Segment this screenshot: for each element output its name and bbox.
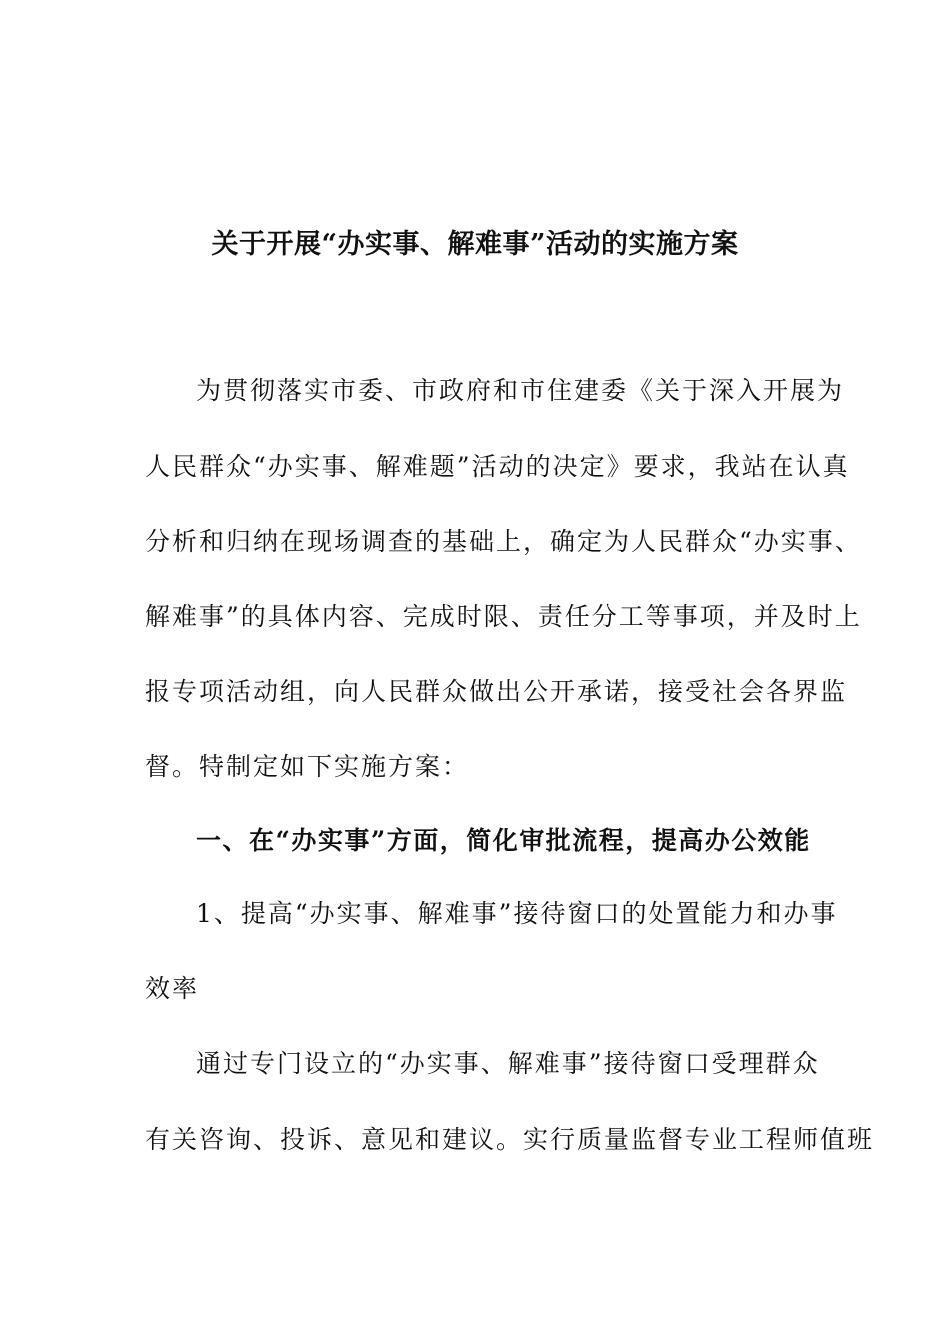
- intro-line-5: 报专项活动组，向人民群众做出公开承诺，接受社会各界监: [145, 677, 848, 706]
- document-title: 关于开展“办实事、解难事”活动的实施方案: [211, 229, 739, 260]
- item-1-line-1: 1、提高“办实事、解难事”接待窗口的处置能力和办事: [196, 899, 838, 928]
- intro-line-6: 督。特制定如下实施方案：: [145, 752, 470, 781]
- section-1-heading: 一、在“办实事”方面，简化审批流程，提高办公效能: [196, 826, 811, 855]
- intro-line-3: 分析和归纳在现场调查的基础上，确定为人民群众“办实事、: [145, 527, 862, 556]
- body-line-1: 通过专门设立的“办实事、解难事”接待窗口受理群众: [196, 1049, 820, 1078]
- item-1-line-2: 效率: [145, 974, 200, 1003]
- intro-line-2: 人民群众“办实事、解难题”活动的决定》要求，我站在认真: [145, 452, 850, 481]
- intro-line-4: 解难事”的具体内容、完成时限、责任分工等事项，并及时上: [145, 602, 862, 631]
- intro-line-1: 为贯彻落实市委、市政府和市住建委《关于深入开展为: [196, 376, 845, 405]
- body-line-2: 有关咨询、投诉、意见和建议。实行质量监督专业工程师值班: [145, 1125, 875, 1154]
